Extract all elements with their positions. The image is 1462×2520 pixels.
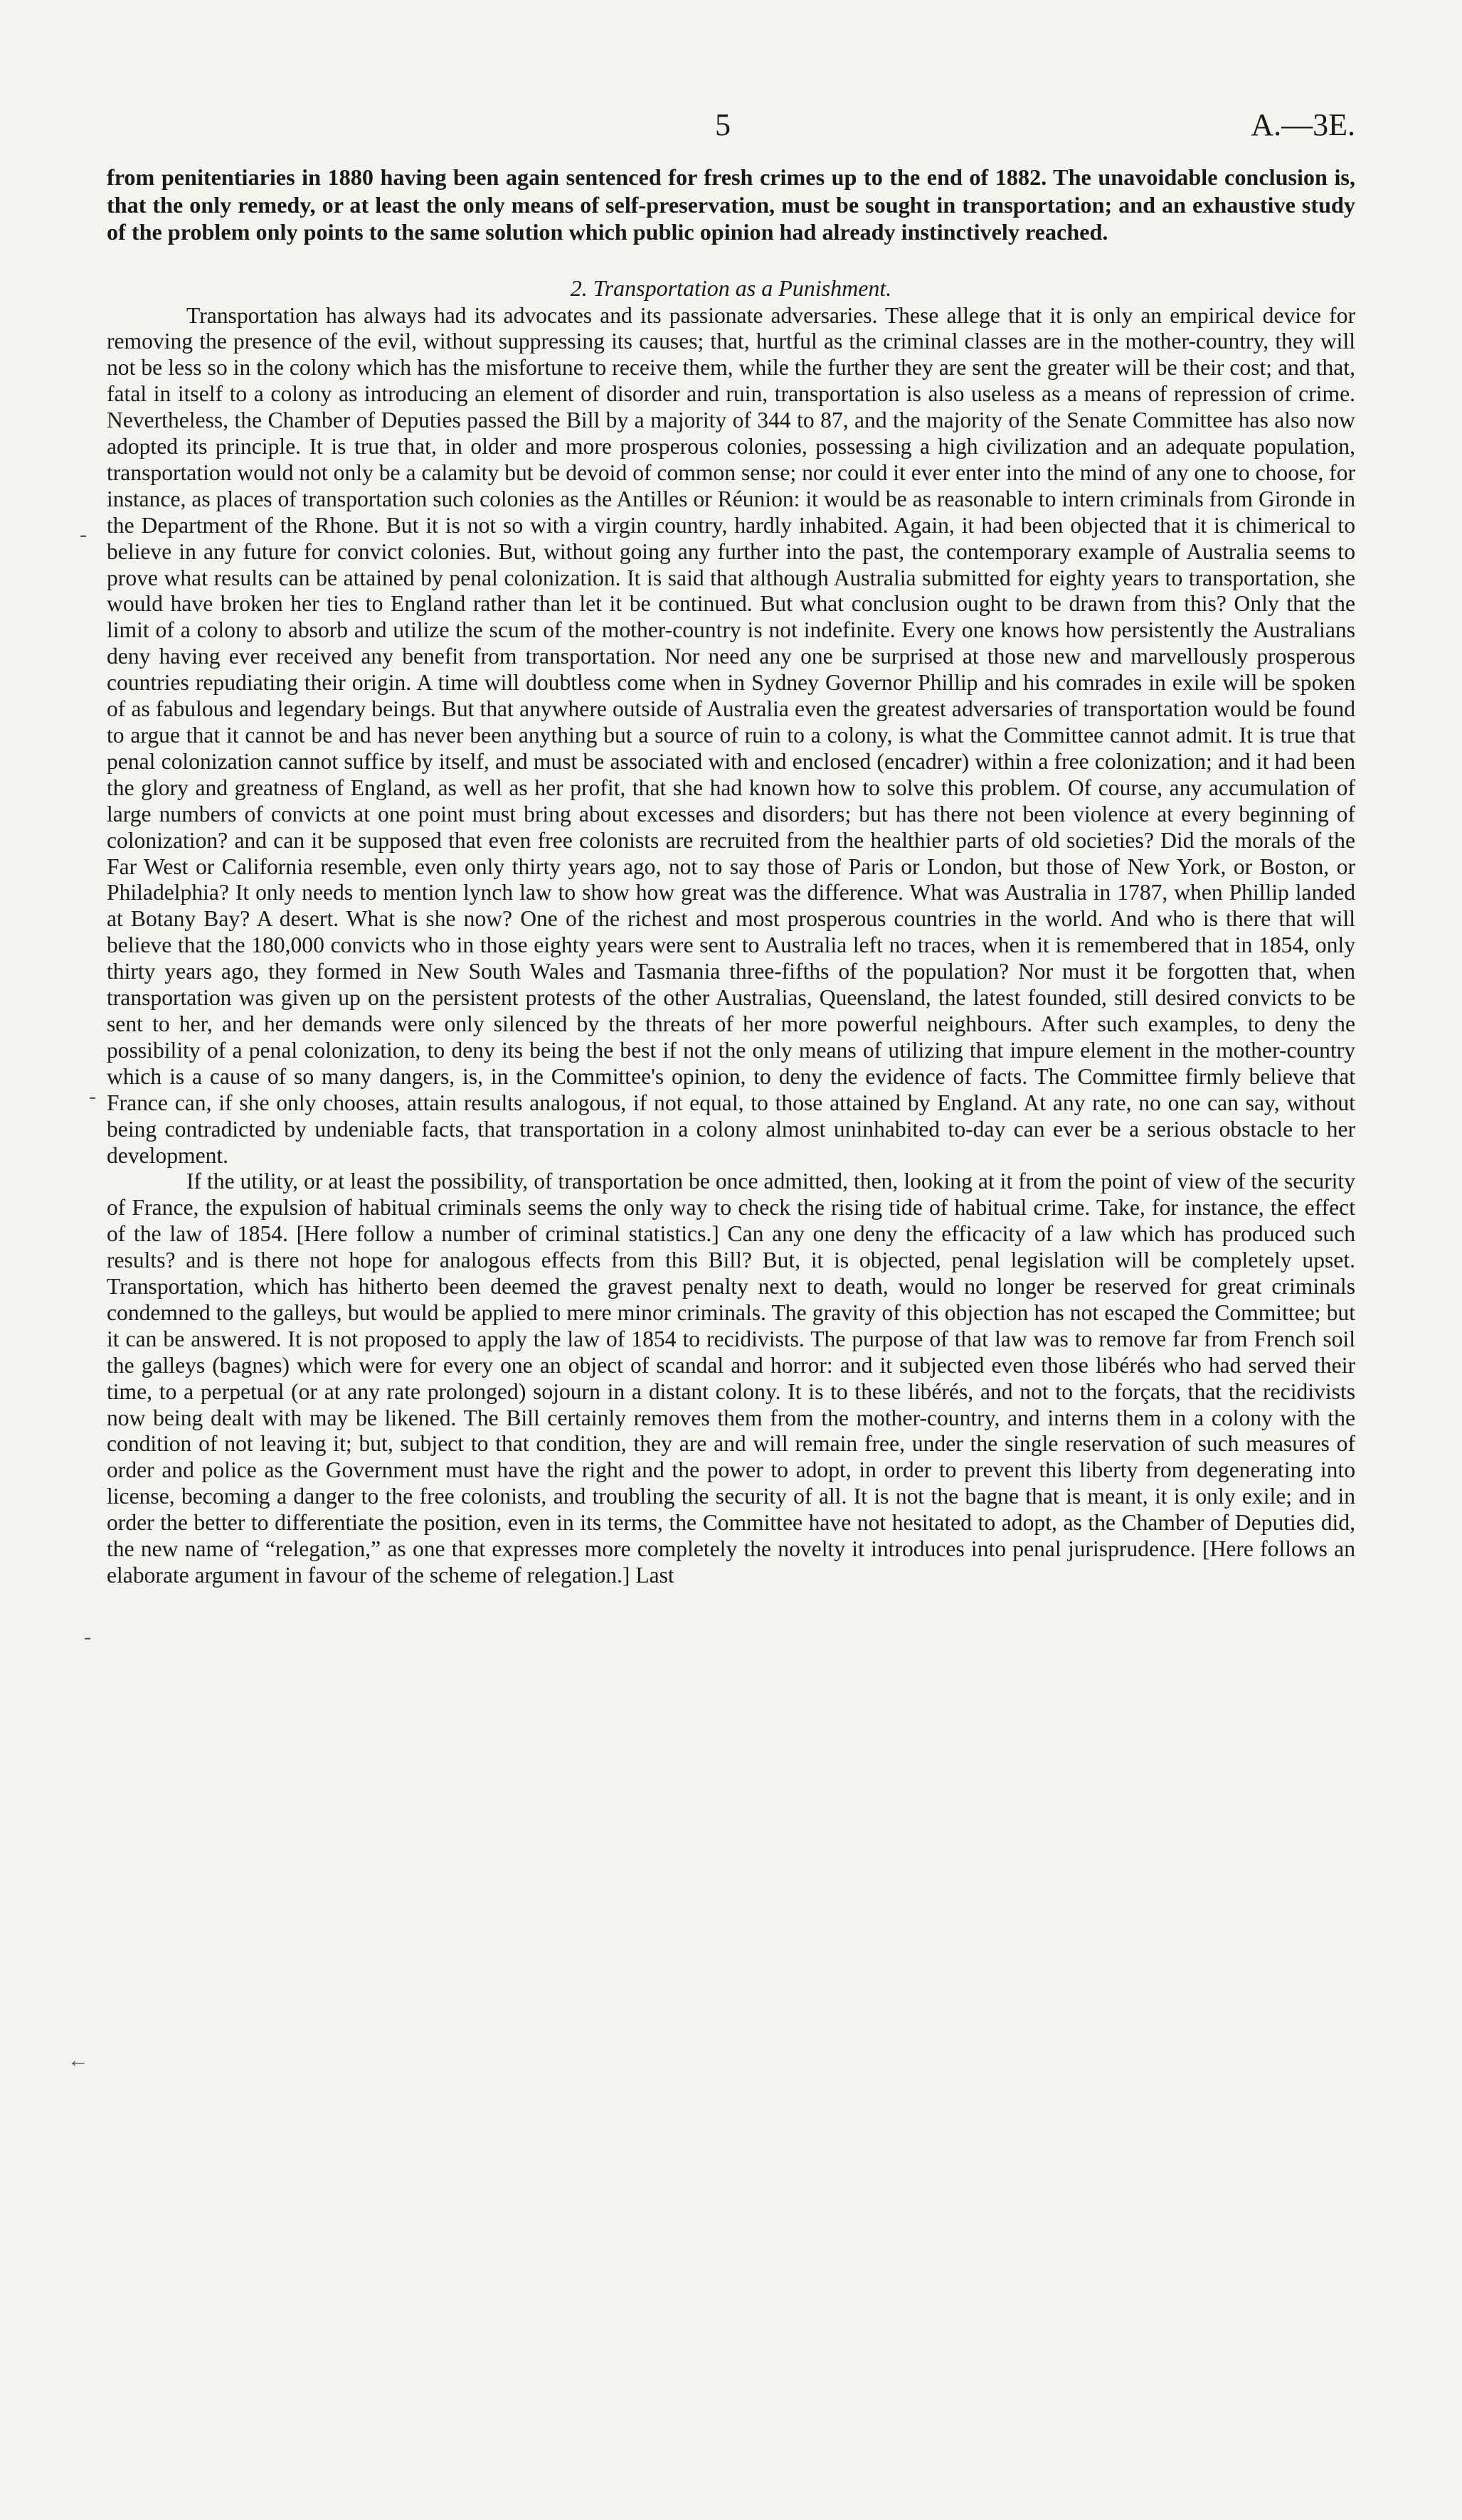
section-heading: 2. Transportation as a Punishment.	[570, 275, 892, 301]
intro-paragraph: from penitentiaries in 1880 having been again sentenced for fresh crimes up to the end of 1882. The unavoidable conclusion is, that the only remedy, or at least the only means of self-preservation, must be sought in transportation; and an exhaustive study of the problem only points to the same solution which public opinion had already instinctively reached.	[107, 164, 1355, 245]
margin-mark-3: -	[89, 1085, 96, 1108]
document-reference: A.—3E.	[1251, 107, 1355, 142]
body-paragraph-2: If the utility, or at least the possibility, of transportation be once admitted, then, looking at it from the point of view of the security of France, the expulsion of habitual criminals seems the only way to check the rising tide of habitual crime. Take, for instance, the effect of the law of 1854. [Here follow a number of criminal statistics.] Can any one deny the efficacity of a law which has produced such results? and is there not hope for analogous effects from this Bill? But, it is objected, penal legislation will be completely upset. Transportation, which has hitherto been deemed the gravest penalty next to death, would no longer be reserved for great criminals condemned to the galleys, but would be applied to mere minor criminals. The gravity of this objection has not escaped the Committee; but it can be answered. It is not proposed to apply the law of 1854 to recidivists. The purpose of that law was to remove far from French soil the galleys (bagnes) which were for every one an object of scandal and horror: and it subjected even those libérés who had served their time, to a perpetual (or at any rate prolonged) sojourn in a distant colony. It is to these libérés, and not to the forçats, that the recidivists now being dealt with may be likened. The Bill certainly removes them from the mother-country, and interns them in a colony with the condition of not leaving it; but, subject to that condition, they are and will remain free, under the single reservation of such measures of order and police as the Government must have the right and the power to adopt, in order to prevent this liberty from degenerating into license, becoming a danger to the free colonists, and troubling the security of all. It is not the bagne that is meant, it is only exile; and in order the better to differentiate the position, even in its terms, the Committee have not hesitated to adopt, as the Chamber of Deputies did, the new name of “relegation,” as one that expresses more completely the novelty it introduces into penal jurisprudence. [Here follows an elaborate argument in favour of the scheme of relegation.] Last	[107, 1169, 1355, 1588]
page-header	[107, 107, 1355, 164]
page-number: 5	[715, 107, 731, 142]
margin-mark-1: -	[80, 523, 87, 546]
document-page	[107, 107, 1355, 1589]
body-paragraph-1: Transportation has always had its advocates and its passionate adversaries. These allege that it is only an empirical device for removing the presence of the evil, without suppressing its causes; that, hurtful as the criminal classes are in the mother-country, they will not be less so in the colony which has the misfortune to receive them, while the further they are sent the greater will be their cost; and that, fatal in itself to a colony as introducing an element of disorder and ruin, transportation is also useless as a means of repression of crime. Nevertheless, the Chamber of Deputies passed the Bill by a majority of 344 to 87, and the majority of the Senate Committee has also now adopted its principle. It is true that, in older and more prosperous colonies, possessing a high civilization and an adequate population, transportation would not only be a calamity but be devoid of common sense; nor could it ever enter into the mind of any one to choose, for instance, as places of transportation such colonies as the Antilles or Réunion: it would be as reasonable to intern criminals from Gironde in the Department of the Rhone. But it is not so with a virgin country, hardly inhabited. Again, it had been objected that it is chimerical to believe in any future for convict colonies. But, without going any further into the past, the contemporary example of Australia seems to prove what results can be attained by penal colonization. It is said that although Australia submitted for eighty years to transportation, she would have broken her ties to England rather than let it be continued. But what conclusion ought to be drawn from this? Only that the limit of a colony to absorb and utilize the scum of the mother-country is not indefinite. Every one knows how persistently the Australians deny having ever received any benefit from transportation. Nor need any one be surprised at those new and marvellously prosperous countries repudiating their origin. A time will doubtless come when in Sydney Governor Phillip and his comrades in exile will be spoken of as fabulous and legendary beings. But that anywhere outside of Australia even the greatest adversaries of transportation would be found to argue that it cannot be and has never been anything but a source of ruin to a colony, is what the Committee cannot admit. It is true that penal colonization cannot suffice by itself, and must be associated with and enclosed (encadrer) within a free colonization; and it had been the glory and greatness of England, as well as her profit, that she had known how to solve this problem. Of course, any accumulation of large numbers of convicts at one point must bring about excesses and disorders; but has there not been violence at every beginning of colonization? and can it be supposed that even free colonists are recruited from the healthier parts of old societies? Did the morals of the Far West or California resemble, even only thirty years ago, not to say those of Paris or London, but those of New York, or Boston, or Philadelphia? It only needs to mention lynch law to show how great was the difference. What was Australia in 1787, when Phillip landed at Botany Bay? A desert. What is she now? One of the richest and most prosperous countries in the world. And who is there that will believe that the 180,000 convicts who in those eighty years were sent to Australia left no traces, when it is remembered that in 1854, only thirty years ago, they formed in New South Wales and Tasmania three-fifths of the population? Nor must it be forgotten that, when transportation was given up on the persistent protests of the other Australias, Queensland, the latest founded, still desired convicts to be sent to her, and her demands were only silenced by the threats of her more powerful neighbours. After such examples, to deny the possibility of a penal colonization, to deny its being the best if not the only means of utilizing that impure element in the mother-country which is a cause of so many dangers, is, in the Committee's opinion, to deny the evidence of facts. The Committee firmly believe that France can, if she only chooses, attain results analogous, if not equal, to those attained by England. At any rate, no one can say, without being contradicted by undeniable facts, that transportation in a colony almost uninhabited to-day can ever be a serious obstacle to her development.	[107, 302, 1355, 1168]
margin-mark-2: -	[84, 1625, 91, 1649]
margin-arrow-mark: ←	[68, 2048, 89, 2072]
